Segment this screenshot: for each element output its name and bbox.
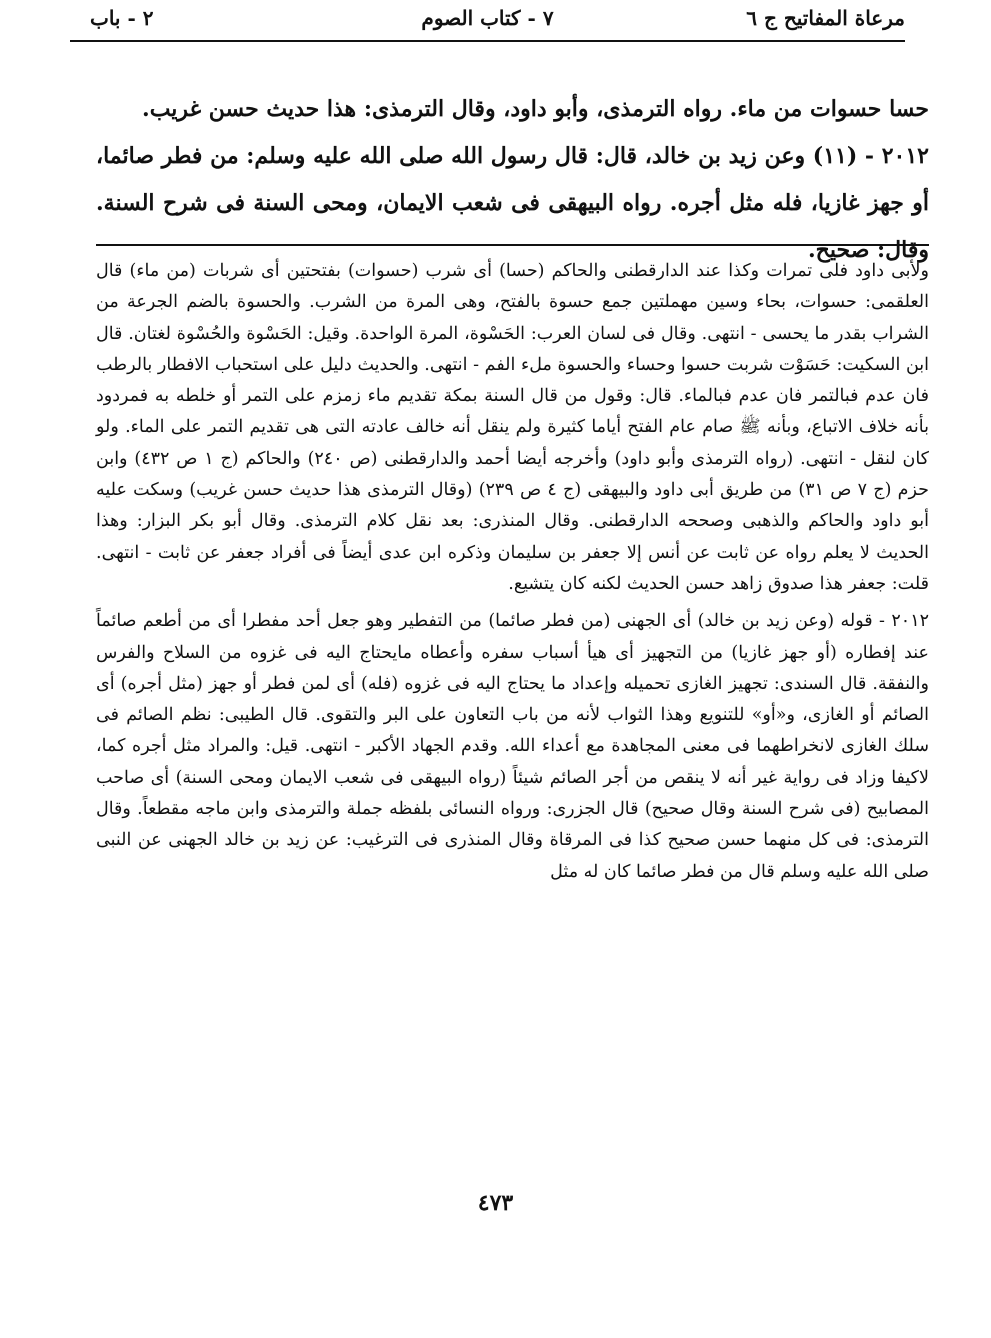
commentary-paragraph: ولأبى داود فلى تمرات وكذا عند الدارقطنى والحاكم (حسا) أى شرب (حسوات) بفتحتين أى شربات (من ماء) قال العلقمى: حسوات، بحاء وسين مهملتين جمع حسوة بالفتح، وهى المرة من الشرب. والحسوة بالضم الجرعة من الشراب بقدر ما يحسى - انتهى. وقال فى لسان العرب: الحَسْوة، المرة الواحدة. وقيل: الحَسْوة والحُسْوة لغتان. قال ابن السكيت: حَسَوْت شربت حسوا وحساء والحسوة ملء الفم - انتهى. والحديث دليل على استحباب الافطار بالرطب فان عدم فبالتمر فان عدم فبالماء. قال: وقول من قال السنة بمكة تقديم ماء زمزم على التمر أو خلطه به فمردود بأنه خلاف الاتباع، وبأنه ﷺ صام عام الفتح أياما كثيرة ولم ينقل أنه خالف عادته التى هى تقديم التمر على الماء. ولو كان لنقل - انتهى. (رواه الترمذى وأبو داود) وأخرجه أيضا أحمد والدارقطنى (ص ٢٤٠) والحاكم (ج ١ ص ٤٣٢) وابن حزم (ج ٧ ص ٣١) من طريق أبى داود والبيهقى (ج ٤ ص ٢٣٩) (وقال الترمذى هذا حديث حسن غريب) وسكت عليه أبو داود والحاكم والذهبى وصححه الدارقطنى. وقال المنذرى: بعد نقل كلام الترمذى. وقال أبو بكر البزار: وهذا الحديث لا يعلم رواه عن ثابت عن أنس إلا جعفر بن سليمان وذكره ابن عدى أيضاً فى أفراد جعفر عن ثابت - انتهى. قلت: جعفر هذا صدوق زاهد حسن الحديث لكنه كان يتشيع. [96,261,929,594]
main-text-line: حسا حسوات من ماء. رواه الترمذى، وأبو داود، وقال الترمذى: هذا حديث حسن غريب. [142,96,929,122]
commentary-divider [96,244,929,246]
header-section: ٢ - باب [90,6,154,30]
header-chapter-title: ٧ - كتاب الصوم [421,6,554,30]
header-divider [70,40,905,42]
running-header [70,2,905,38]
commentary-paragraph: ٢٠١٢ - قوله (وعن زيد بن خالد) أى الجهنى (من فطر صائما) من التفطير وهو جعل أحد مفطرا أى من أطعم صائماً عند إفطاره (أو جهز غازيا) من التجهيز أى هيأ أسباب سفره وأعطاه مايحتاج اليه فى غزوه من السلاح والفرس والنفقة. قال السندى: تجهيز الغازى تحميله وإعداد ما يحتاج اليه فى غزوه (فله) أى لمن فطر أو جهز (مثل أجره) أى الصائم أو الغازى، و«أو» للتنويع وهذا الثواب لأنه من باب التعاون على البر والتقوى. قال الطيبى: نظم الصائم فى سلك الغازى لانخراطهما فى معنى المجاهدة مع أعداء الله. وقدم الجهاد الأكبر - انتهى. قيل: والمراد مثل أجره كما، لاكيفا وزاد فى رواية غير أنه لا ينقص من أجر الصائم شيئاً (رواه البيهقى فى شعب الايمان ومحى السنة) أى صاحب المصابيح (فى شرح السنة وقال صحيح) قال الجزرى: ورواه النسائى بلفظه جملة والترمذى وابن ماجه مقطعاً. وقال الترمذى: فى كل منهما حسن صحيح كذا فى المرقاة وقال المنذرى فى الترغيب: عن زيد بن خالد الجهنى عن النبى صلى الله عليه وسلم قال من فطر صائما كان له مثل [96,611,929,882]
hadith-2012: ٢٠١٢ - (١١) وعن زيد بن خالد، قال: قال رسول الله صلى الله عليه وسلم: من فطر صائما، أو جهز غازيا، فله مثل أجره. رواه البيهقى فى شعب الايمان، ومحى السنة فى شرح السنة. وقال: صحيح. [96,143,929,263]
commentary [96,256,929,888]
header-book-volume: مرعاة المفاتيح ج ٦ [746,6,905,30]
page-number: ٤٧٣ [477,1190,514,1216]
